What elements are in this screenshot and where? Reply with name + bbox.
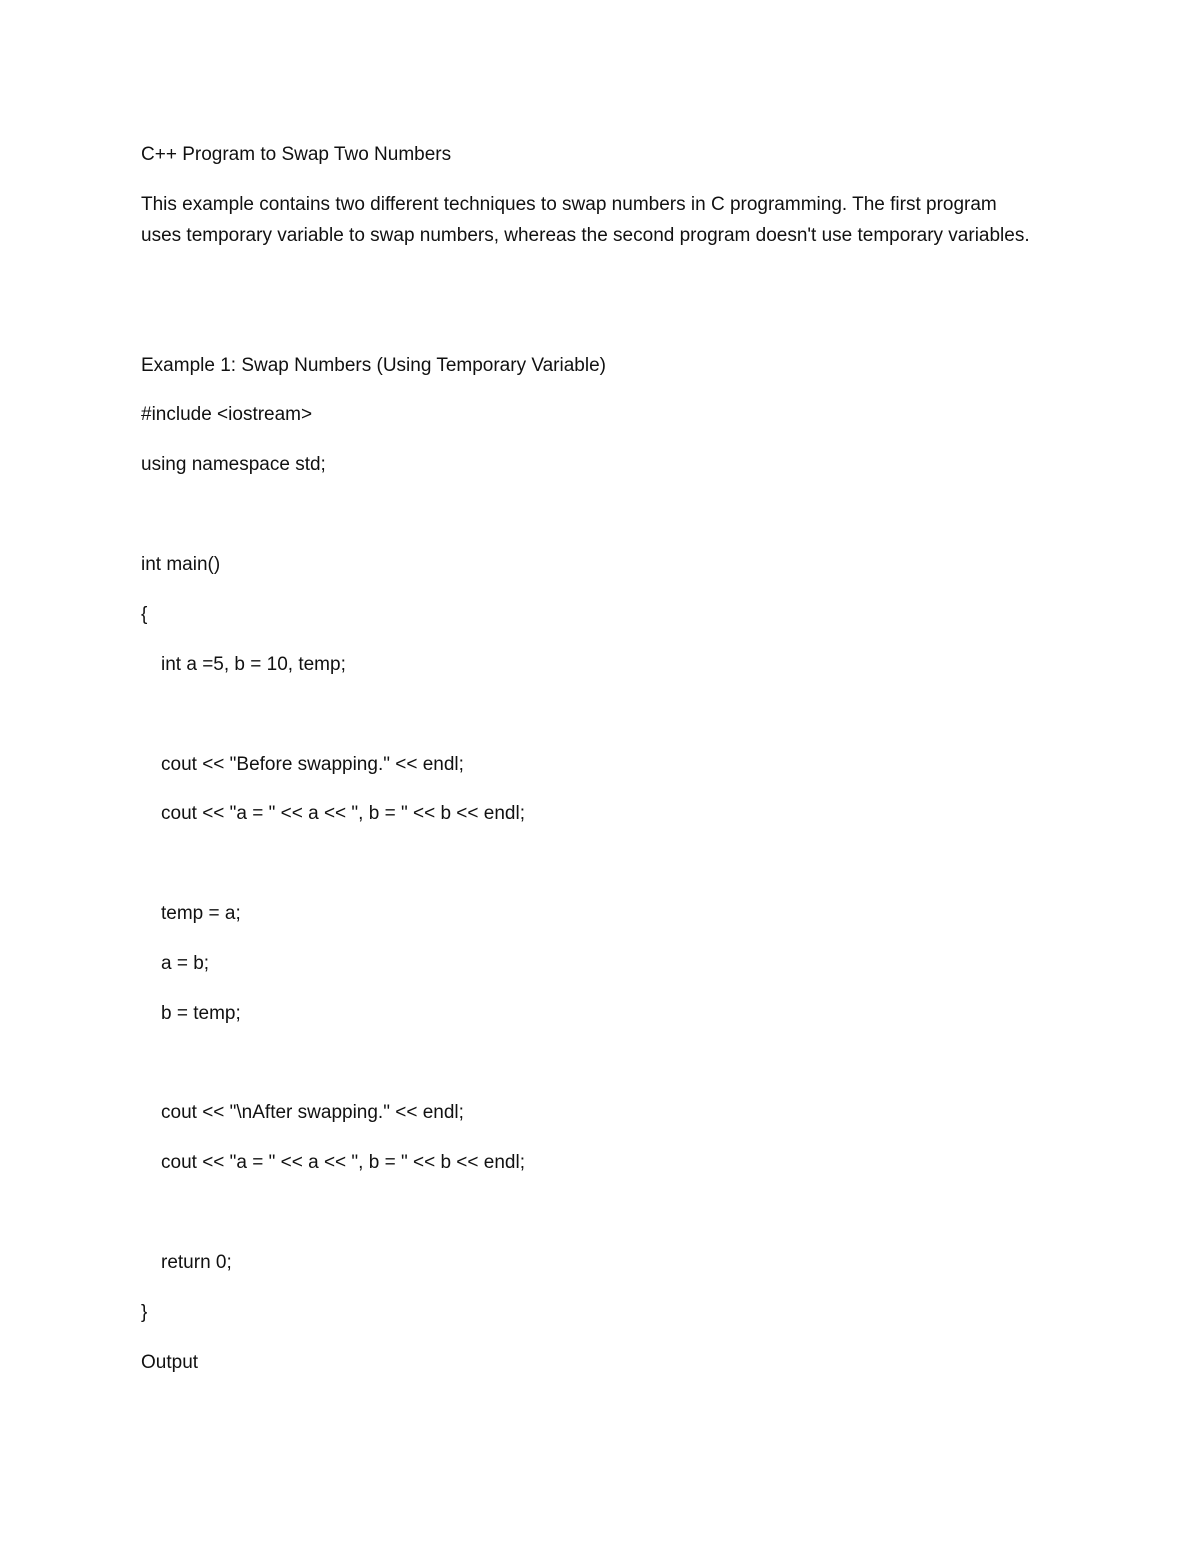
code-main-signature: int main()	[141, 554, 221, 575]
code-cout-values-1: cout << "a = " << a << ", b = " << b << endl;	[161, 803, 525, 824]
code-assign-temp: temp = a;	[161, 903, 241, 924]
output-label: Output	[141, 1352, 199, 1373]
code-close-brace: }	[141, 1302, 148, 1323]
code-return: return 0;	[161, 1252, 232, 1273]
code-include: #include <iostream>	[141, 404, 313, 425]
document-title: C++ Program to Swap Two Numbers	[141, 144, 452, 165]
code-cout-before: cout << "Before swapping." << endl;	[161, 754, 464, 775]
code-assign-b: b = temp;	[161, 1003, 241, 1024]
code-cout-after: cout << "\nAfter swapping." << endl;	[161, 1102, 464, 1123]
code-cout-values-2: cout << "a = " << a << ", b = " << b << endl;	[161, 1152, 525, 1173]
code-assign-a: a = b;	[161, 953, 210, 974]
code-declaration: int a =5, b = 10, temp;	[161, 654, 346, 675]
code-namespace: using namespace std;	[141, 454, 326, 475]
example-heading: Example 1: Swap Numbers (Using Temporary Variable)	[141, 355, 606, 376]
code-open-brace: {	[141, 604, 148, 625]
intro-paragraph: This example contains two different techniques to swap numbers in C programming. The first program uses temporary variable to swap numbers, whereas the second program doesn't use temporary variables.	[141, 194, 1030, 246]
